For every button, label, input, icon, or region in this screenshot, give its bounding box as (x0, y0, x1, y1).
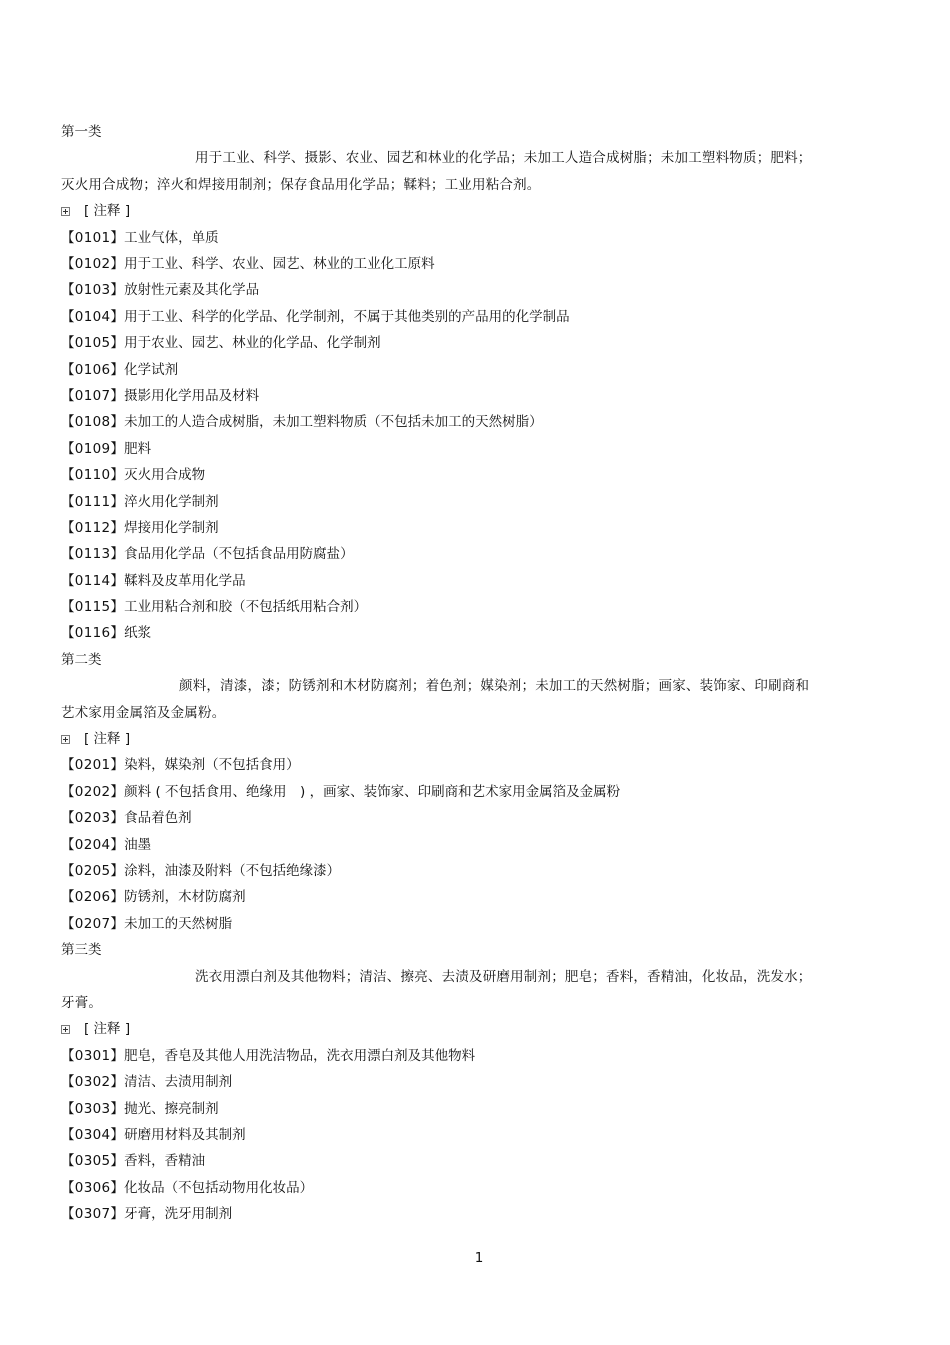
list-item (61, 409, 821, 435)
item-text: 食品着色剂 (124, 810, 192, 827)
class-section (61, 647, 821, 937)
list-item (61, 1175, 821, 1201)
item-code: 【0106】 (61, 361, 125, 378)
item-text: 抛光、擦亮制剂 (124, 1100, 219, 1117)
list-item (61, 805, 821, 831)
item-code: 【0108】 (61, 414, 125, 431)
item-code: 【0115】 (61, 599, 125, 616)
notes-label[interactable]: [ 注释 ] (84, 731, 131, 748)
item-code: 【0107】 (61, 387, 125, 404)
item-text: 用于农业、园艺、林业的化学品、化学制剂 (124, 335, 381, 352)
expand-plus-icon[interactable] (61, 207, 70, 216)
item-text: 食品用化学品（不包括食品用防腐盐） (124, 546, 354, 563)
item-code: 【0109】 (61, 440, 125, 457)
item-text: 用于工业、科学的化学品、化学制剂，不属于其他类别的产品用的化学制品 (124, 308, 570, 325)
document-content (61, 119, 821, 1228)
list-item (61, 884, 821, 910)
list-item (61, 515, 821, 541)
list-item (61, 1201, 821, 1227)
list-item (61, 911, 821, 937)
item-text: 未加工的人造合成树脂，未加工塑料物质（不包括未加工的天然树脂） (124, 414, 543, 431)
item-text: 鞣料及皮革用化学品 (124, 572, 246, 589)
class-description: 洗衣用漂白剂及其他物料；清洁、擦亮、去渍及研磨用制剂；肥皂；香料，香精油，化妆品，洗发水；牙膏。 (61, 968, 812, 1011)
list-item (61, 277, 821, 303)
list-item (61, 1096, 821, 1122)
expand-plus-icon[interactable] (61, 1025, 70, 1034)
list-item (61, 568, 821, 594)
item-code: 【0113】 (61, 546, 125, 563)
notes-label[interactable]: [ 注释 ] (84, 1021, 131, 1038)
list-item (61, 779, 821, 805)
list-item (61, 489, 821, 515)
item-text: 灭火用合成物 (124, 467, 206, 484)
item-code: 【0205】 (61, 863, 125, 879)
item-text: 工业用粘合剂和胶（不包括纸用粘合剂） (124, 599, 368, 616)
item-code: 【0102】 (61, 255, 125, 272)
item-code: 【0112】 (61, 519, 125, 536)
list-item (61, 1069, 821, 1095)
page-number: 1 (474, 1250, 484, 1266)
item-code: 【0305】 (61, 1153, 125, 1170)
item-text: 淬火用化学制剂 (124, 493, 219, 510)
list-item (61, 251, 821, 277)
notes-toggle[interactable] (61, 198, 821, 224)
list-item (61, 752, 821, 778)
item-text: 焊接用化学制剂 (124, 519, 219, 536)
item-text: 牙膏，洗牙用制剂 (124, 1206, 233, 1223)
item-text: 涂料，油漆及附料（不包括绝缘漆） (124, 863, 341, 879)
item-text: 染料，媒染剂（不包括食用） (124, 757, 300, 774)
item-text: 清洁、去渍用制剂 (124, 1074, 233, 1091)
item-text: 肥皂，香皂及其他人用洗洁物品，洗衣用漂白剂及其他物料 (124, 1047, 476, 1064)
class-description: 用于工业、科学、摄影、农业、园艺和林业的化学品；未加工人造合成树脂；未加工塑料物质；肥料；灭火用合成物；淬火和焊接用制剂；保存食品用化学品；鞣料；工业用粘合剂。 (61, 150, 812, 193)
item-code: 【0306】 (61, 1179, 125, 1196)
item-text: 用于工业、科学、农业、园艺、林业的工业化工原料 (124, 255, 435, 272)
list-item (61, 304, 821, 330)
item-text: 研磨用材料及其制剂 (124, 1126, 246, 1143)
item-code: 【0105】 (61, 335, 125, 352)
item-text: 香料，香精油 (124, 1153, 206, 1170)
list-item (61, 357, 821, 383)
item-code: 【0203】 (61, 810, 125, 827)
notes-label[interactable]: [ 注释 ] (84, 203, 131, 220)
item-code: 【0204】 (61, 836, 125, 853)
item-code: 【0111】 (61, 493, 125, 510)
item-code: 【0114】 (61, 572, 125, 589)
item-code: 【0202】 (61, 783, 125, 800)
item-text: 化学试剂 (124, 361, 179, 378)
item-text: 防锈剂，木材防腐剂 (124, 889, 246, 906)
list-item (61, 330, 821, 356)
item-text: 油墨 (124, 836, 152, 853)
class-section (61, 119, 821, 647)
item-code: 【0201】 (61, 757, 125, 774)
list-item (61, 620, 821, 646)
class-description: 颜料，清漆，漆；防锈剂和木材防腐剂；着色剂；媒染剂；未加工的天然树脂；画家、装饰家、印刷商和艺术家用金属箔及金属粉。 (61, 678, 810, 721)
item-code: 【0207】 (61, 915, 125, 932)
item-code: 【0301】 (61, 1047, 125, 1064)
item-text: 化妆品（不包括动物用化妆品） (124, 1179, 314, 1196)
item-code: 【0302】 (61, 1074, 125, 1091)
item-code: 【0103】 (61, 282, 125, 299)
class-section (61, 937, 821, 1227)
item-text: 颜料 ( 不包括食用、绝缘用 ) ，画家、装饰家、印刷商和艺术家用金属箔及金属粉 (124, 783, 621, 800)
expand-plus-icon[interactable] (61, 735, 70, 744)
item-text: 纸浆 (124, 625, 152, 642)
item-code: 【0303】 (61, 1100, 125, 1117)
item-code: 【0101】 (61, 229, 125, 246)
list-item (61, 1122, 821, 1148)
list-item (61, 541, 821, 567)
item-code: 【0307】 (61, 1206, 125, 1223)
item-code: 【0116】 (61, 625, 125, 642)
item-code: 【0304】 (61, 1126, 125, 1143)
item-text: 放射性元素及其化学品 (124, 282, 260, 299)
item-text: 工业气体，单质 (124, 229, 219, 246)
list-item (61, 225, 821, 251)
item-code: 【0110】 (61, 467, 125, 484)
list-item (61, 858, 821, 884)
class-heading: 第三类 (61, 942, 102, 959)
item-text: 摄影用化学用品及材料 (124, 387, 260, 404)
class-heading: 第一类 (61, 124, 102, 140)
item-text: 未加工的天然树脂 (124, 915, 233, 932)
list-item (61, 832, 821, 858)
list-item (61, 383, 821, 409)
notes-toggle[interactable] (61, 1016, 821, 1042)
item-code: 【0206】 (61, 889, 125, 906)
list-item (61, 462, 821, 488)
item-text: 肥料 (124, 440, 152, 457)
list-item (61, 594, 821, 620)
notes-toggle[interactable] (61, 726, 821, 752)
list-item (61, 1148, 821, 1174)
list-item (61, 1043, 821, 1069)
item-code: 【0104】 (61, 308, 125, 325)
list-item (61, 436, 821, 462)
class-heading: 第二类 (61, 651, 102, 668)
